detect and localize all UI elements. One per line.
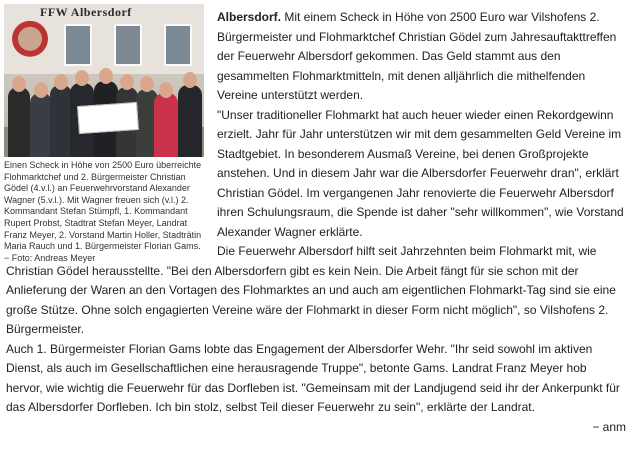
photo-caption: Einen Scheck in Höhe von 2500 Euro überreichte Flohmarktchef und 2. Bürgermeister Christian Gödel (4.v.l.) an Feuerwehrvorstand Alexander Wagner (5.v.l.). Mit Wagner freuen sich (v.l.) 2. Kommandant Stefan Stümpfl, 1. Kommandant Rupert Probst, Stadtrat Stefan Meyer, Landrat Franz Meyer, 2. Vorstand Martin Holler, Stadträtin Maria Rauch und 1. Bürgermeister Florian Gams. − Foto: Andreas Meyer xyxy=(4,160,202,263)
photo-window xyxy=(64,24,92,66)
paragraph-1-text: Mit einem Scheck in Höhe von 2500 Euro war Vilshofens 2. Bürgermeister und Flohmarktchef Christian Gödel zum Jahresauftakttreffen der Feuerwehr Albersdorf gekommen. Das Geld stammt aus den gesammelten Flohmarktmitteln, mit denen alljährlich die mithelfenden Vereine unterstützt werden. xyxy=(217,10,617,102)
photo-person xyxy=(8,87,30,157)
photo-head xyxy=(99,68,113,84)
photo-person xyxy=(154,93,178,157)
photo-window xyxy=(164,24,192,66)
photo-person xyxy=(50,85,72,157)
paragraph-2: "Unser traditioneller Flohmarkt hat auch heuer wieder einen Rekordgewinn erzielt. Jahr für Jahr unterstützen wir mit dem gesammelten Geld Vereine im Stadtgebiet. In besonderem Ausmaß Vereine, bei denen Großprojekte anstehen. Und in diesem Jahr war die Albersdorfer Feuerwehr dran", erklärt Christian Gödel. Im vergangenen Jahr renovierte die Feuerwehr Albersdorf ihren Schulungsraum, die Spende ist daher "sehr willkommen", wie Vorstand Alexander Wagner erklärte. xyxy=(217,107,624,239)
photo-head xyxy=(140,76,154,92)
photo-person xyxy=(178,85,202,157)
photo-sign-text: FFW Albersdorf xyxy=(40,5,132,19)
paragraph-3: Die Feuerwehr Albersdorf hilft seit Jahrzehnten beim Flohmarkt mit, wie Christian Gödel herausstellte. "Bei den Albersdorfern gibt es kein Nein. Die Arbeit fängt für sie schon mit der Anlieferung der Waren an den Vortagen des Flohmarktes an und auch am eigentlichen Flohmarkt-Tag sind sie eine große Stütze. Ohne solch engagierten Vereine wäre der Flohmarkt in dieser Form nicht möglich", so Vilshofens 2. Bürgermeister. xyxy=(6,244,616,336)
donation-check xyxy=(77,102,139,134)
photo-head xyxy=(183,72,197,88)
photo-head xyxy=(54,74,68,90)
photo-head xyxy=(75,70,89,86)
photo-window xyxy=(114,24,142,66)
group-photo xyxy=(4,4,204,157)
photo-person xyxy=(30,93,52,157)
dateline: Albersdorf. xyxy=(217,10,282,24)
photo-head xyxy=(120,74,134,90)
photo-head xyxy=(159,82,173,98)
photo-head xyxy=(34,82,48,98)
paragraph-4: Auch 1. Bürgermeister Florian Gams lobte das Engagement der Albersdorfer Wehr. "Ihr seid sowohl im aktiven Dienst, als auch im Gesellschaftlichen eine herausragende Truppe", betonte Gams. Landrat Franz Meyer hob hervor, wie wichtig die Feuerwehr für das Dorfleben ist. "Gemeinsam mit der Landjugend seid ihr der Ankerpunkt für das Albersdorfer Dorfleben. Ich bin stolz, selbst Teil dieser Feuerwehr zu sein", erklärte der Landrat. xyxy=(6,341,620,414)
article-figure xyxy=(4,4,204,264)
author-tag: − anm xyxy=(592,419,626,434)
photo-mural xyxy=(6,18,54,70)
photo-head xyxy=(12,76,26,92)
